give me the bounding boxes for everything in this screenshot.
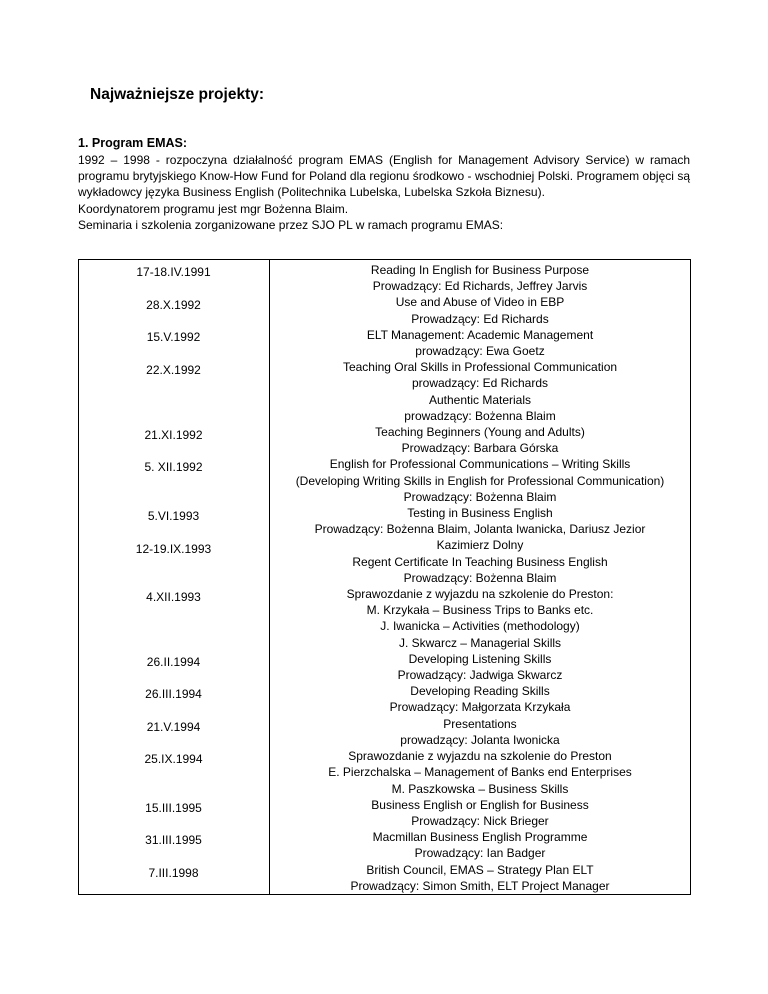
description-line: Prowadzący: Ed Richards xyxy=(411,311,549,326)
description-line: prowadzący: Ewa Goetz xyxy=(415,344,545,359)
description-line: Prowadzący: Simon Smith, ELT Project Manager xyxy=(350,878,610,893)
description-line: Prowadzący: Jadwiga Skwarcz xyxy=(397,668,563,683)
date-label: 31.III.1995 xyxy=(145,833,202,847)
description-line: M. Paszkowska – Business Skills xyxy=(391,781,569,796)
description-line: Developing Reading Skills xyxy=(410,684,550,699)
date-label: 4.XII.1993 xyxy=(146,590,201,604)
description-line: (Developing Writing Skills in English for Professional Communication) xyxy=(295,473,665,488)
description-line: Presentations xyxy=(443,716,517,731)
date-label: 7.III.1998 xyxy=(148,866,199,880)
description-line: English for Professional Communications – Writing Skills xyxy=(329,457,631,472)
descriptions-cell xyxy=(270,260,691,895)
description-line: J. Iwanicka – Activities (methodology) xyxy=(380,619,580,634)
description-line: Prowadzący: Bożenna Blaim xyxy=(403,570,557,585)
seminars-line: Seminaria i szkolenia zorganizowane przez SJO PL w ramach programu EMAS: xyxy=(78,217,504,232)
description-line: ELT Management: Academic Management xyxy=(366,327,594,342)
description-line: Reading In English for Business Purpose xyxy=(370,263,590,277)
description-line: J. Skwarcz – Managerial Skills xyxy=(398,635,562,650)
date-label: 28.X.1992 xyxy=(146,298,201,312)
date-label: 5.VI.1993 xyxy=(147,509,200,523)
date-label: 12-19.IX.1993 xyxy=(135,542,212,556)
page-title: Najważniejsze projekty: xyxy=(90,86,265,103)
date-label: 5. XII.1992 xyxy=(144,460,203,474)
coordinator-line: Koordynatorem programu jest mgr Bożenna Blaim. xyxy=(78,201,349,216)
description-line: Prowadzący: Barbara Górska xyxy=(401,441,559,456)
description-line: Prowadzący: Bożenna Blaim, Jolanta Iwanicka, Dariusz Jezior xyxy=(314,522,646,537)
description-line: Macmillan Business English Programme xyxy=(372,830,588,845)
section-title: 1. Program EMAS: xyxy=(78,136,188,150)
intro-text xyxy=(78,152,690,233)
description-line: Prowadzący: Małgorzata Krzykała xyxy=(389,700,571,715)
description-line: Prowadzący: Ed Richards, Jeffrey Jarvis xyxy=(372,279,588,294)
description-line: Kazimierz Dolny xyxy=(436,538,524,553)
date-label: 21.XI.1992 xyxy=(144,428,203,442)
date-label: 22.X.1992 xyxy=(146,363,201,377)
description-line: Testing in Business English xyxy=(407,506,553,521)
description-line: Use and Abuse of Video in EBP xyxy=(395,295,565,310)
description-line: Regent Certificate In Teaching Business English xyxy=(352,554,608,569)
description-line: M. Krzykała – Business Trips to Banks etc. xyxy=(366,603,594,618)
date-label: 25.IX.1994 xyxy=(144,752,203,766)
description-line: Developing Listening Skills xyxy=(408,651,552,666)
description-line: Teaching Beginners (Young and Adults) xyxy=(375,425,585,440)
description-line: Prowadzący: Ian Badger xyxy=(414,846,546,861)
description-line: Sprawozdanie z wyjazdu na szkolenie do Preston: xyxy=(346,587,614,602)
date-label: 17-18.IV.1991 xyxy=(136,265,211,279)
date-label: 26.II.1994 xyxy=(146,655,201,669)
description-line: prowadzący: Bożenna Blaim xyxy=(404,408,556,423)
date-label: 15.III.1995 xyxy=(145,801,202,815)
date-label: 15.V.1992 xyxy=(146,330,201,344)
description-line: Teaching Oral Skills in Professional Communication xyxy=(342,360,618,375)
description-line: Business English or English for Business xyxy=(371,797,589,812)
date-label: 21.V.1994 xyxy=(146,720,201,734)
description-line: Authentic Materials xyxy=(428,392,532,407)
description-line: Prowadzący: Bożenna Blaim xyxy=(403,489,557,504)
description-line: E. Pierzchalska – Management of Banks end Enterprises xyxy=(328,765,632,780)
date-label: 26.III.1994 xyxy=(145,687,202,701)
description-line: prowadzący: Ed Richards xyxy=(411,376,549,391)
intro-paragraph: 1992 – 1998 - rozpoczyna działalność program EMAS (English for Management Advisory Service) w ramach programu brytyjskiego Know-How Fund for Poland dla regionu środkowo - wschodniej Polski. Programem objęci są wykładowcy języka Business English (Politechnika Lubelska, Lubelska Szkoła Biznesu). xyxy=(78,153,690,200)
description-line: British Council, EMAS – Strategy Plan ELT xyxy=(366,862,594,877)
description-line: Prowadzący: Nick Brieger xyxy=(411,813,549,828)
description-line: prowadzący: Jolanta Iwonicka xyxy=(400,732,560,747)
description-line: Sprawozdanie z wyjazdu na szkolenie do Preston xyxy=(348,749,612,764)
